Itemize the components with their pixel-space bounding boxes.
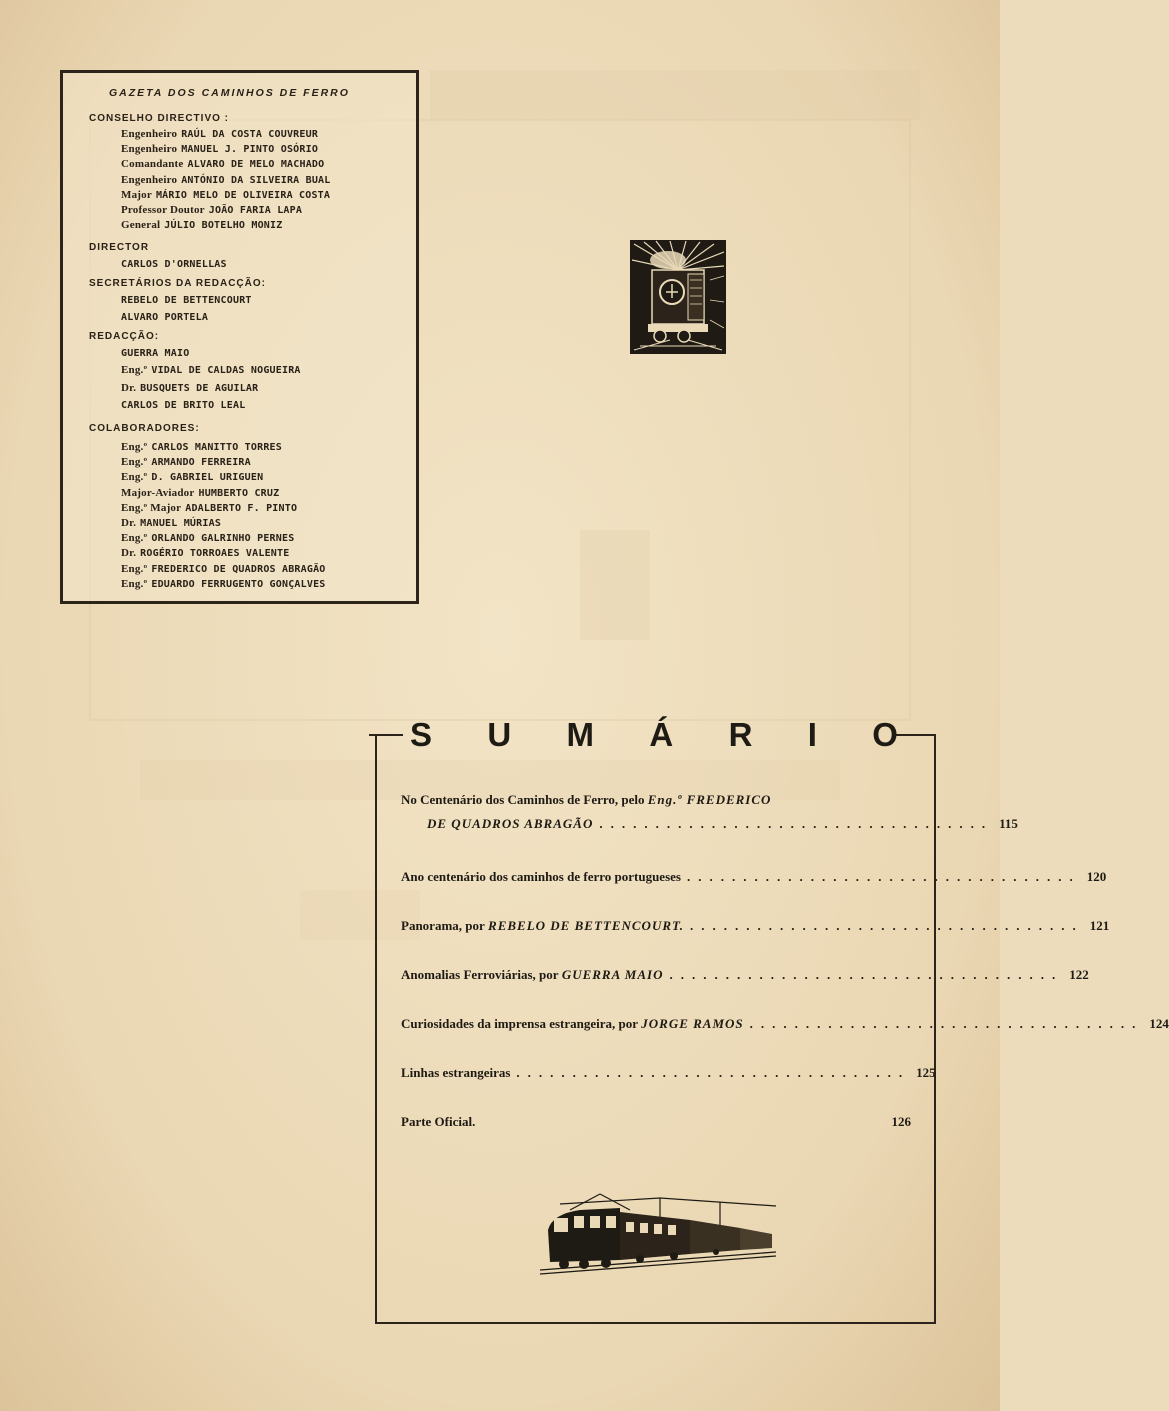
toc-entry-text: Anomalias Ferroviárias, por: [401, 967, 559, 982]
toc-page-number: 122: [1069, 967, 1089, 982]
conselho-heading: CONSELHO DIRECTIVO :: [89, 113, 230, 124]
toc-entry-text: No Centenário dos Caminhos de Ferro, pelo: [401, 792, 645, 807]
member-row: Eng.º Major ADALBERTO F. PINTO: [121, 501, 298, 514]
toc-entry: [401, 1114, 911, 1130]
toc-page-number: 124: [1149, 1016, 1169, 1031]
toc-entry: [401, 1065, 936, 1081]
member-row: Eng.º CARLOS MANITTO TORRES: [121, 440, 282, 453]
toc-entry-author: REBELO DE BETTENCOURT.: [488, 918, 685, 933]
summary-title-letter: Á: [649, 716, 674, 753]
member-row: Eng.º D. GABRIEL URIGUEN: [121, 471, 264, 484]
toc-entry-text: Panorama, por: [401, 918, 485, 933]
summary-rule-right: [896, 734, 936, 736]
toc-page-number: 126: [891, 1114, 911, 1129]
toc-page-number: 121: [1089, 918, 1110, 933]
member-row: Engenheiro RAÚL DA COSTA COUVREUR: [121, 128, 319, 140]
summary-title-letter: M: [566, 716, 595, 753]
member-row: ALVARO PORTELA: [121, 312, 209, 324]
member-row: Eng.º ARMANDO FERREIRA: [121, 456, 251, 469]
conselho-list: [89, 127, 416, 233]
summary-title-letter: R: [728, 716, 753, 753]
member-row: REBELO DE BETTENCOURT: [121, 294, 252, 306]
leader-dots: ...................................: [749, 1016, 1144, 1031]
member-row: Major-Aviador HUMBERTO CRUZ: [121, 486, 280, 499]
colaboradores-heading: COLABORADORES:: [89, 422, 200, 434]
member-row: Dr. MANUEL MÚRIAS: [121, 516, 222, 529]
toc-page-number: 125: [916, 1065, 936, 1080]
toc-entry-text: Ano centenário dos caminhos de ferro portugueses: [401, 869, 681, 884]
toc-entry-text: Linhas estrangeiras: [401, 1065, 511, 1080]
toc-page-number: 120: [1086, 869, 1107, 884]
staff-masthead-box: [60, 70, 419, 604]
leader-dots: ...................................: [516, 1065, 911, 1080]
summary-title-letter: I: [807, 716, 817, 753]
toc-entry-author-cont: DE QUADROS ABRAGÃO: [427, 816, 594, 831]
member-row: Major MÁRIO MELO DE OLIVEIRA COSTA: [121, 188, 331, 201]
leader-space: [481, 1114, 879, 1130]
toc-entry: [401, 792, 1018, 832]
colaboradores-list: [89, 440, 416, 592]
toc-entry-author: GUERRA MAIO: [561, 967, 664, 982]
member-row: CARLOS D'ORNELLAS: [121, 259, 227, 271]
secretarios-heading: SECRETÁRIOS DA REDACÇÃO:: [89, 277, 266, 289]
member-row: CARLOS DE BRITO LEAL: [121, 400, 246, 412]
member-row: Dr. BUSQUETS DE AGUILAR: [121, 381, 259, 394]
leader-dots: ...................................: [599, 816, 994, 831]
member-row: Engenheiro MANUEL J. PINTO OSÓRIO: [121, 143, 319, 156]
toc-entry-author: Eng.º FREDERICO: [647, 792, 772, 807]
toc-entry: [401, 918, 1110, 934]
toc-entry-author: JORGE RAMOS: [641, 1016, 744, 1031]
summary-rule-left: [369, 734, 403, 736]
leader-dots: ...................................: [669, 967, 1064, 982]
member-row: Eng.º ORLANDO GALRINHO PERNES: [121, 532, 295, 545]
toc-entry: [401, 1016, 1169, 1032]
member-row: Engenheiro ANTÓNIO DA SILVEIRA BUAL: [121, 173, 331, 186]
member-row: Professor Doutor JOÃO FARIA LAPA: [121, 204, 303, 217]
summary-title-letter: S: [410, 716, 433, 753]
toc-page-number: 115: [999, 816, 1018, 831]
member-row: Comandante ALVARO DE MELO MACHADO: [121, 158, 325, 171]
electric-train-illustration: [540, 1190, 776, 1276]
summary-title-letter: O: [872, 716, 898, 753]
toc-entry: [401, 869, 1107, 885]
leader-dots: ...................................: [690, 918, 1084, 933]
locomotive-woodcut-illustration: [630, 240, 726, 354]
member-row: Eng.º FREDERICO DE QUADROS ABRAGÃO: [121, 562, 326, 575]
publication-title: GAZETA DOS CAMINHOS DE FERRO: [109, 87, 350, 99]
director-heading: DIRECTOR: [89, 242, 150, 254]
summary-title: [410, 712, 898, 758]
leader-dots: ...................................: [686, 869, 1081, 884]
member-row: Eng.º EDUARDO FERRUGENTO GONÇALVES: [121, 577, 326, 590]
summary-title-letter: U: [487, 716, 512, 753]
toc-entry-text: Curiosidades da imprensa estrangeira, por: [401, 1016, 639, 1031]
member-row: Eng.º VIDAL DE CALDAS NOGUEIRA: [121, 364, 301, 377]
member-row: General JÚLIO BOTELHO MONIZ: [121, 219, 283, 232]
toc-entry-text: Parte Oficial.: [401, 1114, 476, 1129]
member-row: GUERRA MAIO: [121, 347, 190, 359]
redaccao-heading: REDACÇÃO:: [89, 330, 160, 342]
member-row: Dr. ROGÉRIO TORROAES VALENTE: [121, 547, 290, 560]
toc-entry: [401, 967, 1089, 983]
